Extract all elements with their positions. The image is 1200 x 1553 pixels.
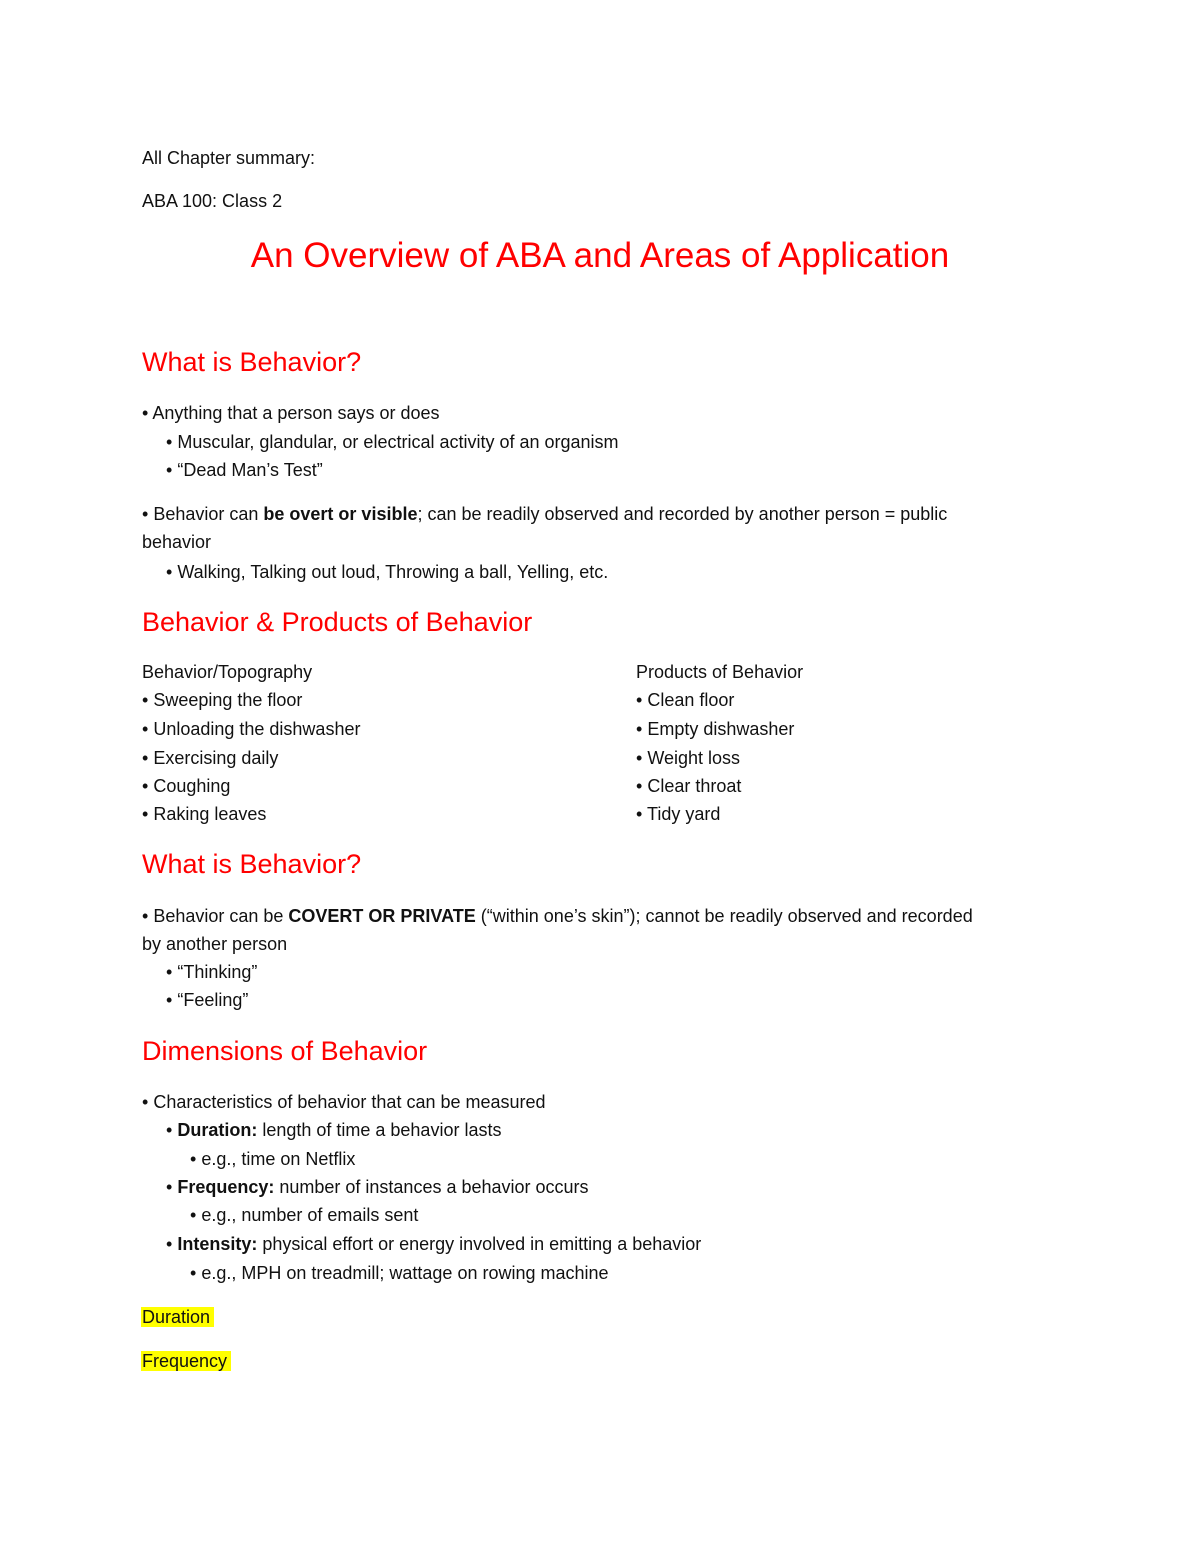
list-subitem: • Intensity: physical effort or energy involved in emitting a behavior [166,1234,702,1254]
list-subitem: • “Feeling” [166,990,249,1010]
list-subitem: • Muscular, glandular, or electrical activity of an organism [166,432,619,452]
bullet-icon: • [166,1234,173,1254]
list-subitem: • “Dead Man’s Test” [166,460,323,480]
bullet-icon: • [142,690,149,710]
list-item: • Anything that a person says or does [142,403,440,423]
bullet-icon: • [166,432,173,452]
bullet-icon: • [142,1092,149,1112]
highlighted-term-frequency: Frequency [141,1350,231,1372]
header-line-2: ABA 100: Class 2 [142,191,283,211]
bullet-icon: • [166,962,173,982]
bullet-icon: • [190,1263,197,1283]
list-subsubitem: • e.g., MPH on treadmill; wattage on rowing machine [190,1263,609,1283]
bullet-icon: • [142,504,149,524]
list-item: • Clear throat [636,776,742,796]
bullet-icon: • [636,719,643,739]
section-heading-dimensions: Dimensions of Behavior [142,1036,428,1066]
list-subitem: • Duration: length of time a behavior lasts [166,1120,502,1140]
list-item: • Behavior can be overt or visible; can be readily observed and recorded by another person = public [142,504,948,524]
list-item: • Weight loss [636,748,741,768]
bullet-icon: • [142,804,149,824]
section-heading-what-is-behavior-2: What is Behavior? [142,849,362,879]
list-item: • Sweeping the floor [142,690,303,710]
bullet-icon: • [190,1149,197,1169]
bullet-icon: • [166,460,173,480]
list-item: • Unloading the dishwasher [142,719,361,739]
bullet-icon: • [636,776,643,796]
bullet-icon: • [636,748,643,768]
list-subsubitem: • e.g., number of emails sent [190,1205,419,1225]
bullet-icon: • [636,690,643,710]
list-subsubitem: • e.g., time on Netflix [190,1149,356,1169]
header-line-1: All Chapter summary: [142,148,316,168]
bullet-icon: • [166,1120,173,1140]
list-item: • Tidy yard [636,804,721,824]
list-subitem: • Walking, Talking out loud, Throwing a ball, Yelling, etc. [166,562,609,582]
section-heading-behavior-products: Behavior & Products of Behavior [142,607,533,637]
bullet-icon: • [636,804,643,824]
section-heading-what-is-behavior: What is Behavior? [142,347,362,377]
bullet-icon: • [166,990,173,1010]
bullet-icon: • [190,1205,197,1225]
list-subitem: • “Thinking” [166,962,258,982]
list-item: • Characteristics of behavior that can be measured [142,1092,546,1112]
column-header-products: Products of Behavior [636,662,804,682]
list-item: • Behavior can be COVERT OR PRIVATE (“within one’s skin”); cannot be readily observed and recorded [142,906,973,926]
highlighted-term-duration: Duration [141,1306,214,1328]
list-item: • Empty dishwasher [636,719,795,739]
list-item-continuation: by another person [142,934,288,954]
column-header-behavior: Behavior/Topography [142,662,313,682]
list-item: • Coughing [142,776,231,796]
bullet-icon: • [166,562,173,582]
bullet-icon: • [142,906,149,926]
list-item: • Raking leaves [142,804,267,824]
bullet-icon: • [142,403,149,423]
list-item: • Clean floor [636,690,735,710]
list-item-continuation: behavior [142,532,212,552]
bullet-icon: • [142,776,149,796]
bullet-icon: • [142,719,149,739]
list-subitem: • Frequency: number of instances a behavior occurs [166,1177,589,1197]
bullet-icon: • [142,748,149,768]
document-title: An Overview of ABA and Areas of Application [250,236,950,275]
list-item: • Exercising daily [142,748,279,768]
bullet-icon: • [166,1177,173,1197]
